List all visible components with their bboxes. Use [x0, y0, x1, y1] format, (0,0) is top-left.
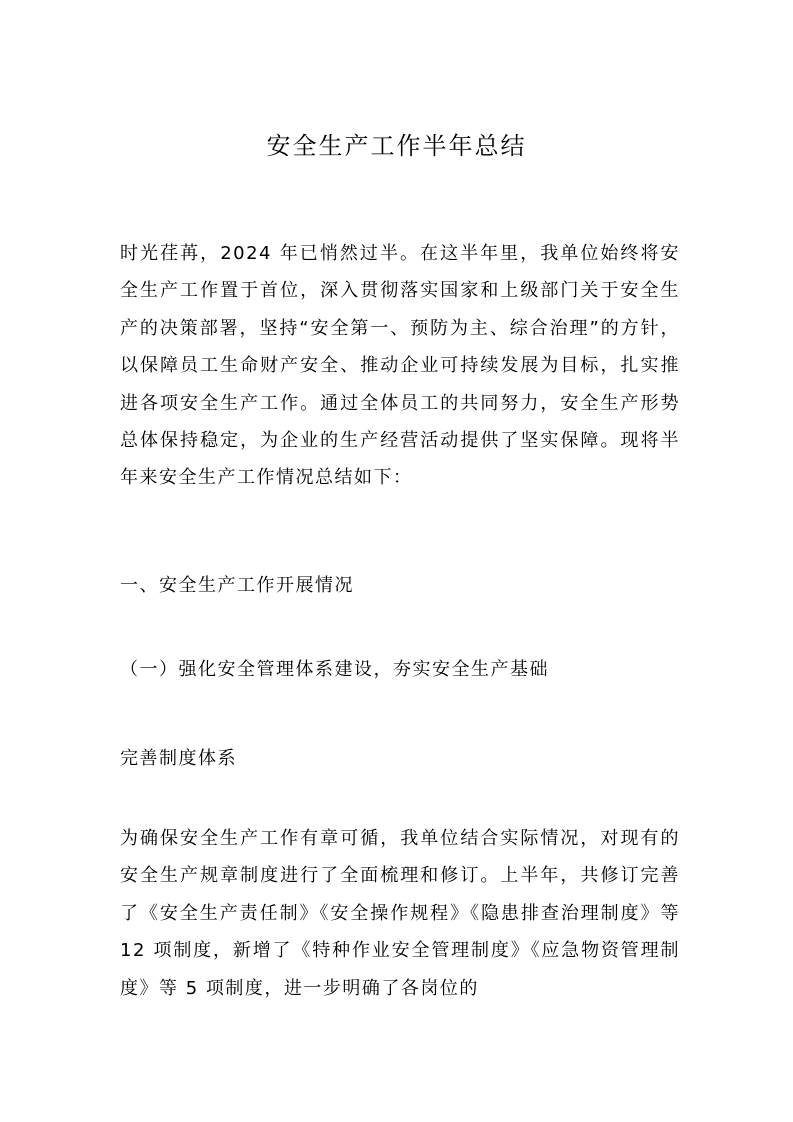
item-heading: 完善制度体系 — [120, 748, 237, 769]
body-paragraph: 为确保安全生产工作有章可循，我单位结合实际情况，对现有的安全生产规章制度进行了全面梳理和修订。上半年，共修订完善了《安全生产责任制》《安全操作规程》《隐患排查治理制度》等 12 项制度，新增了《特种作业安全管理制度》《应急物资管理制度》等 5 项制度，进一步明确了各岗位的 — [120, 828, 680, 999]
subsection-heading: （一）强化安全管理体系建设，夯实安全生产基础 — [120, 659, 549, 680]
document-title: 安全生产工作半年总结 — [266, 132, 527, 160]
section-heading: 一、安全生产工作开展情况 — [120, 575, 354, 596]
intro-paragraph: 时光荏苒，2024 年已悄然过半。在这半年里，我单位始终将安全生产工作置于首位，深入贯彻落实国家和上级部门关于安全生产的决策部署，坚持“安全第一、预防为主、综合治理”的方针，以保障员工生命财产安全、推动企业可持续发展为目标，扎实推进各项安全生产工作。通过全体员工的共同努力，安全生产形势总体保持稳定，为企业的生产经营活动提供了坚实保障。现将半年来安全生产工作情况总结如下： — [120, 243, 680, 489]
